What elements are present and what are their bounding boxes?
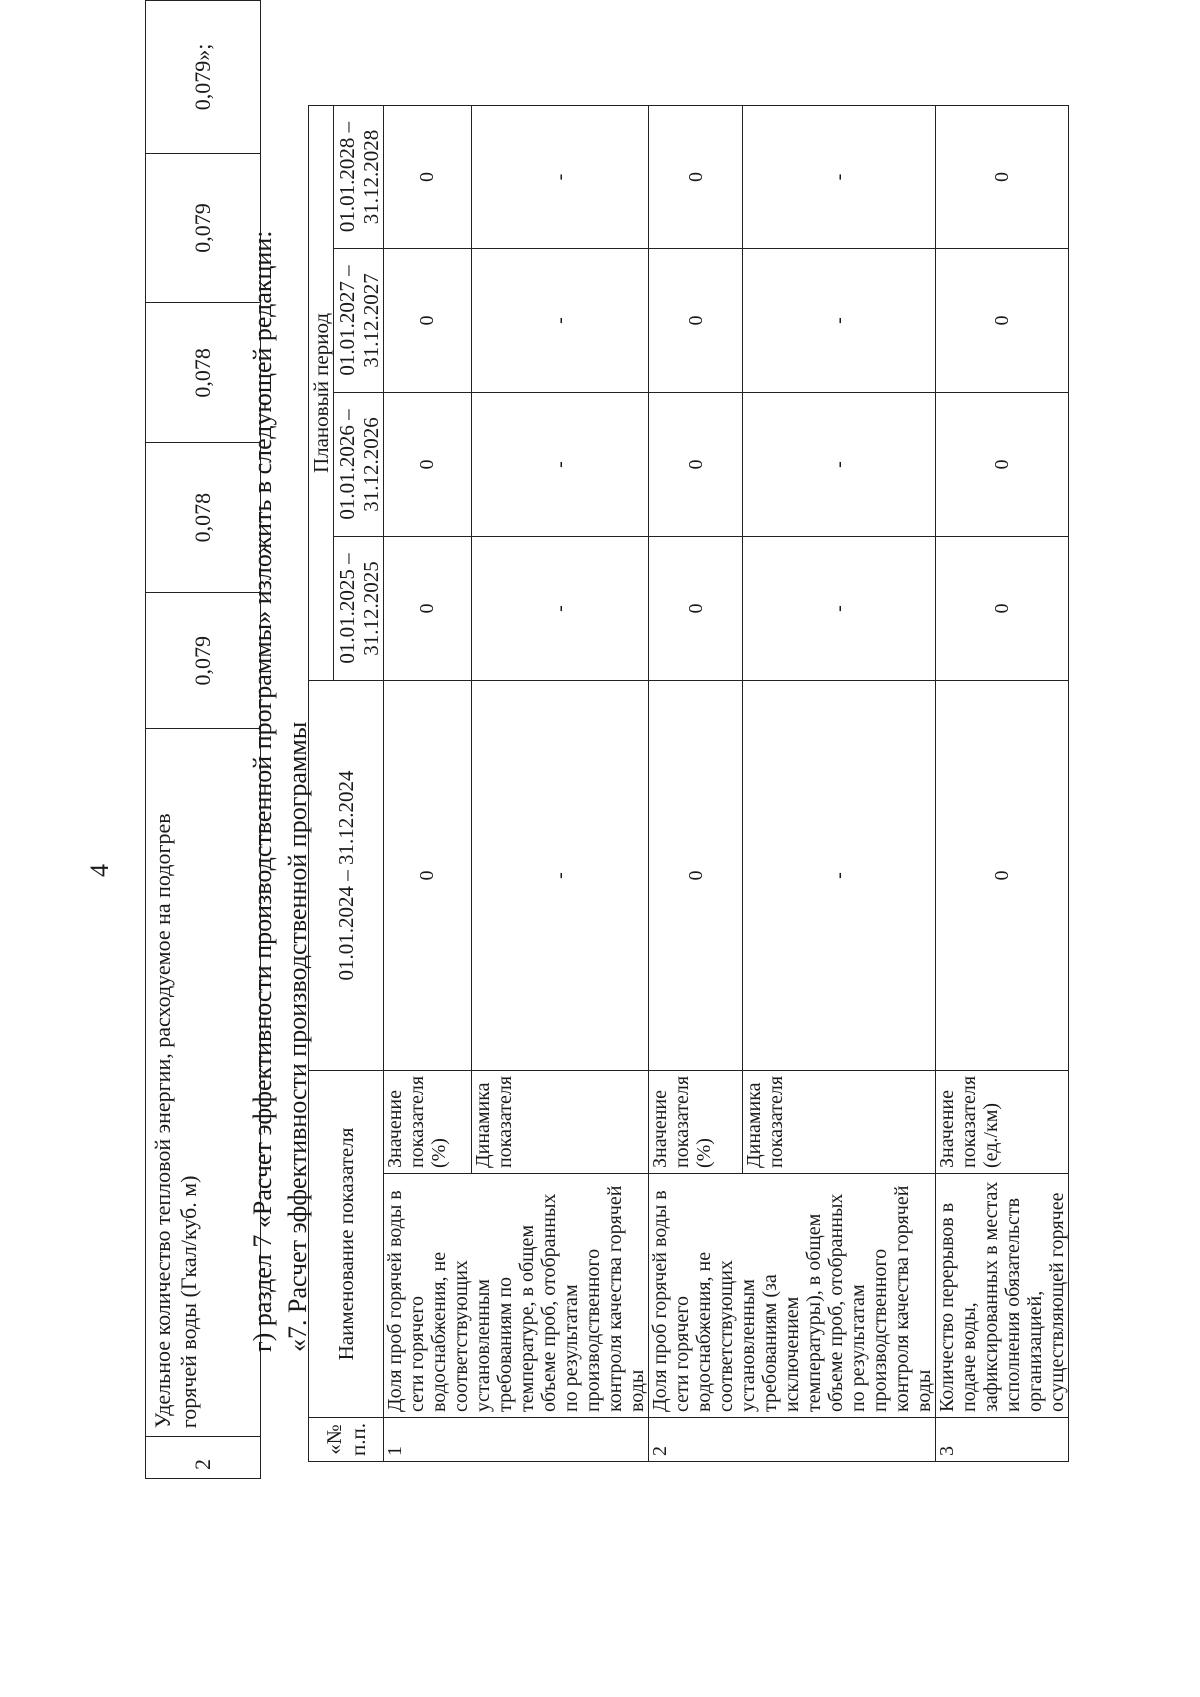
value-cell: 0: [936, 536, 1069, 680]
value-cell: 0: [384, 105, 472, 248]
header-period: 01.01.2028 – 31.12.2028: [334, 105, 384, 248]
row-number: 1: [384, 1418, 649, 1462]
value-cell: 0: [649, 392, 743, 536]
value-cell: -: [471, 248, 649, 392]
value-cell: 0: [384, 680, 472, 1070]
header-period: 01.01.2025 – 31.12.2025: [334, 536, 384, 680]
row-number: 2: [649, 1418, 936, 1462]
value-cell: 0,079: [146, 153, 261, 302]
value-cell: -: [743, 536, 936, 680]
value-cell: 0,079: [146, 592, 261, 729]
value-cell: 0,078: [146, 303, 261, 443]
value-cell: 0: [936, 248, 1069, 392]
value-cell: -: [743, 392, 936, 536]
row-name: Доля проб горячей воды в сети горячего водоснабжения, не соответствующих установленным требованиям (за исключением температуры), в общем объеме проб, отобранных по результатам производственного контроля качества горячей воды: [649, 1174, 936, 1418]
header-base-period: 01.01.2024 – 31.12.2024: [309, 680, 384, 1070]
row-number: 2: [146, 1437, 261, 1479]
value-cell: 0: [936, 105, 1069, 248]
value-cell: 0: [384, 392, 472, 536]
header-period: 01.01.2026 – 31.12.2026: [334, 392, 384, 536]
page-number: 4: [85, 864, 114, 877]
value-cell: 0: [649, 105, 743, 248]
table-row: [649, 105, 743, 1461]
table-row: [384, 105, 472, 1461]
table-row: [146, 1, 261, 1479]
value-cell: 0: [936, 680, 1069, 1070]
sub-label: Значение показателя (%): [384, 1070, 472, 1173]
value-cell: 0: [384, 248, 472, 392]
value-cell: 0,079»;: [146, 1, 261, 154]
value-cell: -: [743, 105, 936, 248]
row-number: 3: [936, 1418, 1069, 1462]
value-cell: 0: [649, 536, 743, 680]
row-name: Удельное количество тепловой энергии, расходуемое на подогрев горячей воды (Гкал/куб. м): [146, 729, 261, 1437]
value-cell: -: [743, 248, 936, 392]
value-cell: -: [743, 680, 936, 1070]
sub-label: Значение показателя (ед./км): [936, 1070, 1069, 1173]
sub-label: Динамика показателя: [471, 1070, 649, 1173]
header-row: [309, 105, 334, 1461]
value-cell: 0: [384, 536, 472, 680]
value-cell: -: [471, 680, 649, 1070]
header-period: 01.01.2027 – 31.12.2027: [334, 248, 384, 392]
value-cell: -: [471, 105, 649, 248]
value-cell: -: [471, 536, 649, 680]
value-cell: 0: [936, 392, 1069, 536]
header-number: «№ п.п.: [309, 1418, 384, 1462]
sub-label: Динамика показателя: [743, 1070, 936, 1173]
header-indicator-name: Наименование показателя: [309, 1070, 384, 1417]
value-cell: 0: [649, 680, 743, 1070]
sub-label: Значение показателя (%): [649, 1070, 743, 1173]
table-row: [936, 105, 1069, 1461]
value-cell: -: [471, 392, 649, 536]
row-name: Доля проб горячей воды в сети горячего водоснабжения, не соответствующих установленным требованиям по температуре, в общем объеме проб, отобранных по результатам производственного контроля качества горячей воды: [384, 1174, 649, 1418]
amendment-paragraph: г) раздел 7 «Расчет эффективности производственной программы» изложить в следующей редакции:: [248, 230, 277, 1352]
value-cell: 0,078: [146, 443, 261, 592]
previous-table-last-row: [145, 0, 261, 1479]
efficiency-table: [308, 105, 1069, 1462]
header-plan-period: Плановый период: [309, 105, 334, 680]
value-cell: 0: [649, 248, 743, 392]
table-caption: «7. Расчет эффективности производственной программы: [283, 721, 312, 1352]
row-name: Количество перерывов в подаче воды, зафиксированных в местах исполнения обязательств организацией, осуществляющей горячее: [936, 1174, 1069, 1418]
